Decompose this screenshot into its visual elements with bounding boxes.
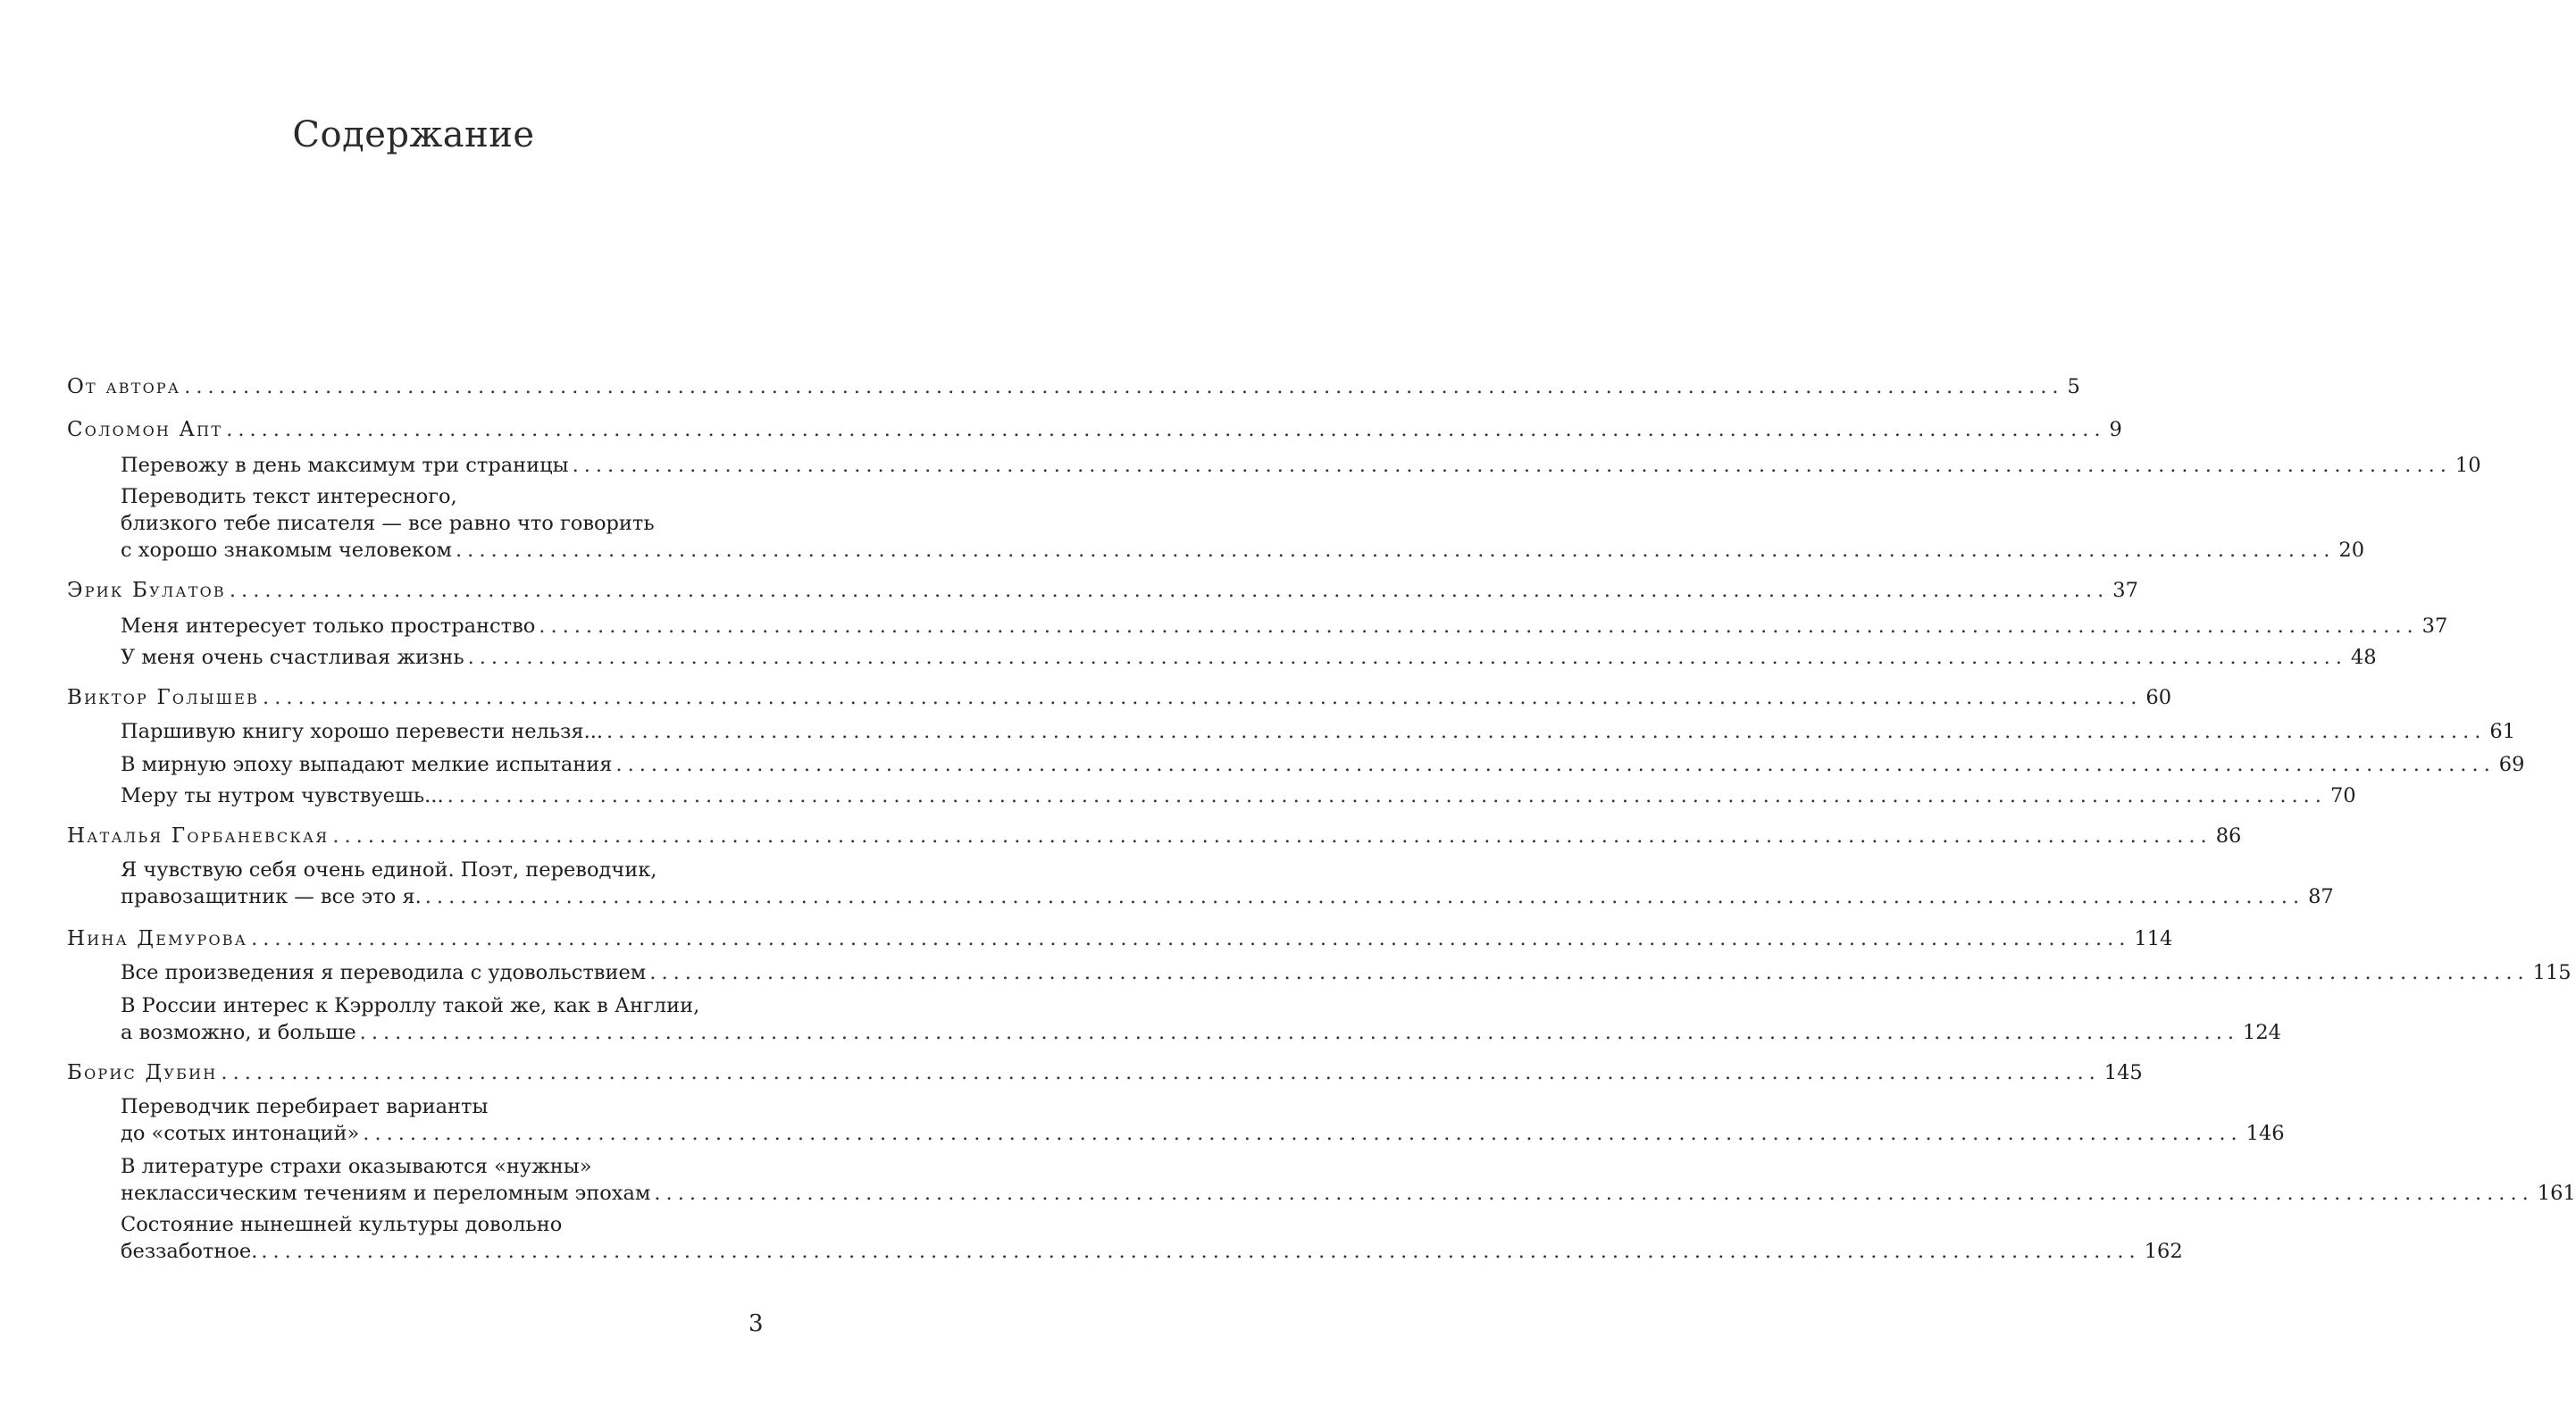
toc-page-number: 60 bbox=[2145, 686, 2172, 709]
toc-page-number: 124 bbox=[2243, 1021, 2281, 1044]
toc-page-number: 37 bbox=[2421, 615, 2448, 638]
dot-leader: ................................................................................................................................................................ bbox=[261, 1240, 2141, 1263]
dot-leader: ................................................................................................................................................................ bbox=[184, 375, 2064, 398]
toc-page-number: 115 bbox=[2532, 961, 2572, 984]
toc-page-number: 69 bbox=[2498, 753, 2525, 776]
dot-leader: ................................................................................................................................................................ bbox=[572, 454, 2452, 477]
dot-leader: ................................................................................................................................................................ bbox=[363, 1122, 2243, 1145]
toc-entry-line: В России интерес к Кэрроллу такой же, как в Англии, bbox=[121, 994, 700, 1017]
toc-entry-title: От автора bbox=[67, 375, 181, 398]
toc-entry-title: Наталья Горбаневская bbox=[67, 824, 330, 848]
toc-chapter-entry[interactable] bbox=[121, 1018, 2281, 1047]
dot-leader: ................................................................................................................................................................ bbox=[424, 885, 2305, 908]
toc-entry-title: Все произведения я переводила с удовольствием bbox=[121, 961, 647, 984]
toc-entry-title: Эрик Булатов bbox=[67, 579, 226, 602]
toc-author-entry[interactable] bbox=[67, 683, 2172, 712]
dot-leader: ................................................................................................................................................................ bbox=[251, 927, 2131, 950]
toc-chapter-entry[interactable] bbox=[121, 643, 2377, 672]
toc-author-entry[interactable] bbox=[67, 372, 2080, 401]
toc-entry-title: У меня очень счастливая жизнь bbox=[121, 646, 464, 669]
page-number: 3 bbox=[749, 1310, 764, 1337]
toc-entry-title: Борис Дубин bbox=[67, 1061, 218, 1084]
dot-leader: ................................................................................................................................................................ bbox=[263, 686, 2143, 709]
toc-author-entry[interactable] bbox=[67, 415, 2122, 444]
toc-entry-line: Состояние нынешней культуры довольно bbox=[121, 1213, 563, 1236]
toc-entry-title: а возможно, и больше bbox=[121, 1021, 356, 1044]
dot-leader: ................................................................................................................................................................ bbox=[447, 784, 2327, 807]
dot-leader: ................................................................................................................................................................ bbox=[221, 1061, 2101, 1084]
toc-page-number: 5 bbox=[2067, 375, 2080, 398]
toc-page-number: 48 bbox=[2350, 646, 2377, 669]
dot-leader: ................................................................................................................................................................ bbox=[539, 615, 2419, 638]
toc-chapter-entry[interactable] bbox=[121, 1179, 2576, 1208]
toc-chapter-entry[interactable] bbox=[121, 782, 2356, 810]
toc-entry-line: близкого тебе писателя — все равно что говорить bbox=[121, 512, 655, 535]
toc-page-number: 37 bbox=[2112, 579, 2138, 602]
toc-entry-title: Соломон Апт bbox=[67, 418, 223, 441]
toc-page-number: 162 bbox=[2144, 1240, 2183, 1263]
toc-entry-title: В мирную эпоху выпадают мелкие испытания bbox=[121, 753, 613, 776]
toc-page-number: 61 bbox=[2489, 720, 2516, 743]
toc-page-number: 9 bbox=[2109, 418, 2122, 441]
toc-chapter-entry[interactable] bbox=[121, 958, 2572, 987]
dot-leader: ................................................................................................................................................................ bbox=[649, 961, 2530, 984]
dot-leader: ................................................................................................................................................................ bbox=[467, 646, 2347, 669]
dot-leader: ................................................................................................................................................................ bbox=[229, 579, 2110, 602]
toc-entry-title: Меру ты нутром чувствуешь... bbox=[121, 784, 444, 807]
toc-entry-title: правозащитник — все это я. bbox=[121, 885, 422, 908]
toc-page-number: 87 bbox=[2308, 885, 2334, 908]
toc-entry-title: неклассическим течениям и переломным эпохам bbox=[121, 1182, 651, 1205]
toc-chapter-entry[interactable] bbox=[121, 750, 2525, 779]
toc-chapter-entry[interactable] bbox=[121, 717, 2516, 746]
toc-entry-title: Меня интересует только пространство bbox=[121, 615, 536, 638]
toc-page-number: 70 bbox=[2329, 784, 2356, 807]
toc-chapter-entry[interactable] bbox=[121, 882, 2334, 911]
toc-entry-title: Нина Демурова bbox=[67, 927, 248, 950]
toc-entry-line: В литературе страхи оказываются «нужны» bbox=[121, 1155, 592, 1178]
dot-leader: ................................................................................................................................................................ bbox=[606, 720, 2487, 743]
dot-leader: ................................................................................................................................................................ bbox=[226, 418, 2106, 441]
toc-page-number: 86 bbox=[2215, 824, 2242, 848]
toc-page-number: 161 bbox=[2537, 1182, 2576, 1205]
toc-page-number: 146 bbox=[2246, 1122, 2285, 1145]
toc-chapter-entry[interactable] bbox=[121, 1119, 2285, 1148]
toc-chapter-entry[interactable] bbox=[121, 612, 2448, 640]
page-title: Содержание bbox=[292, 114, 535, 155]
toc-author-entry[interactable] bbox=[67, 924, 2173, 953]
dot-leader: ................................................................................................................................................................ bbox=[615, 753, 2496, 776]
toc-entry-line: Я чувствую себя очень единой. Поэт, переводчик, bbox=[121, 858, 657, 882]
toc-page-number: 114 bbox=[2134, 927, 2173, 950]
toc-chapter-entry[interactable] bbox=[121, 451, 2481, 480]
toc-author-entry[interactable] bbox=[67, 1058, 2143, 1087]
toc-entry-line: Переводить текст интересного, bbox=[121, 485, 457, 508]
toc-entry-title: Паршивую книгу хорошо перевести нельзя... bbox=[121, 720, 604, 743]
toc-chapter-entry[interactable] bbox=[121, 536, 2365, 565]
toc-entry-title: Виктор Голышев bbox=[67, 686, 260, 709]
toc-entry-title: беззаботное. bbox=[121, 1240, 258, 1263]
dot-leader: ................................................................................................................................................................ bbox=[359, 1021, 2240, 1044]
toc-chapter-entry[interactable] bbox=[121, 1237, 2183, 1266]
dot-leader: ................................................................................................................................................................ bbox=[332, 824, 2212, 848]
toc-entry-line: Переводчик перебирает варианты bbox=[121, 1095, 489, 1118]
dot-leader: ................................................................................................................................................................ bbox=[456, 539, 2336, 562]
toc-entry-title: до «сотых интонаций» bbox=[121, 1122, 360, 1145]
toc-author-entry[interactable] bbox=[67, 822, 2242, 850]
dot-leader: ................................................................................................................................................................ bbox=[654, 1182, 2534, 1205]
toc-page-number: 10 bbox=[2455, 454, 2481, 477]
toc-page-number: 20 bbox=[2338, 539, 2365, 562]
toc-author-entry[interactable] bbox=[67, 576, 2138, 605]
toc-entry-title: с хорошо знакомым человеком bbox=[121, 539, 453, 562]
toc-entry-title: Перевожу в день максимум три страницы bbox=[121, 454, 569, 477]
toc-page-number: 145 bbox=[2103, 1061, 2143, 1084]
